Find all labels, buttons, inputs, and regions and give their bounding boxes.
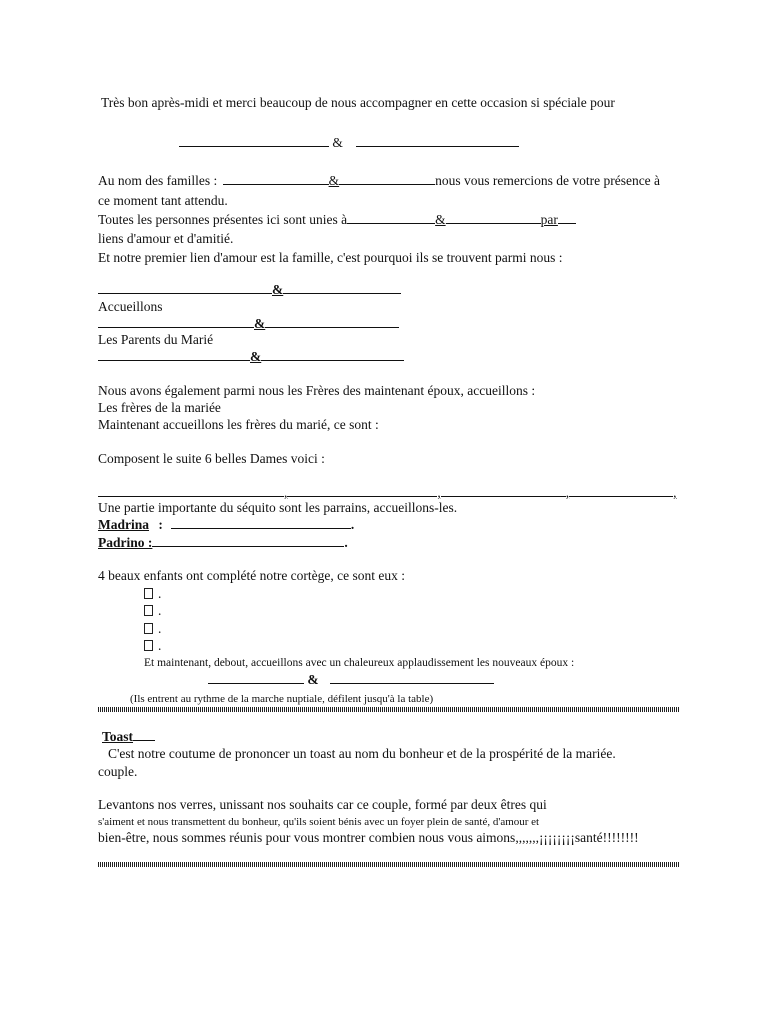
name-blank[interactable]: [98, 349, 250, 361]
padrino-label: Padrino :: [98, 535, 153, 550]
checkbox-icon: [144, 588, 153, 599]
child-item: .: [144, 603, 161, 619]
family-names-line-1: [98, 282, 401, 298]
ladies-names-line: [98, 485, 677, 501]
march-note: (Ils entrent au rythme de la marche nuptiale, défilent jusqu'à la table): [130, 693, 434, 705]
name-blank[interactable]: [265, 316, 399, 328]
name-blank[interactable]: [347, 212, 435, 224]
spouses-names-line: [208, 672, 494, 688]
children-intro: 4 beaux enfants ont complété notre cortège, ce sont eux :: [98, 568, 406, 583]
sequito-text: Une partie importante du séquito sont les parrains, accueillons-les.: [98, 500, 458, 515]
comma: ,: [565, 485, 570, 500]
name-blank[interactable]: [152, 535, 344, 547]
comma: ,: [437, 485, 441, 500]
name-blank[interactable]: [339, 173, 435, 185]
suite-intro: Composent le suite 6 belles Dames voici :: [98, 451, 325, 466]
ampersand: &: [307, 672, 319, 687]
raise-line-3: bien-être, nous sommes réunis pour vous montrer combien nous vous aimons,,,,,,,¡¡¡¡¡¡¡¡santé!!!!!!!!: [98, 830, 639, 845]
name-blank[interactable]: [283, 282, 401, 294]
name-blank[interactable]: [98, 485, 284, 497]
united-par: par: [540, 212, 558, 227]
madrina-sep: :: [158, 517, 163, 532]
period: .: [344, 535, 348, 550]
raise-line-2: s'aiment et nous transmettent du bonheur, qu'ils soient bénis avec un foyer plein de santé, d'amour et: [98, 816, 540, 828]
couple-names-line: [179, 135, 519, 151]
name-blank[interactable]: [446, 212, 541, 224]
period: .: [350, 517, 355, 532]
ampersand: &: [435, 212, 446, 227]
name-blank[interactable]: [330, 672, 494, 684]
child-item: .: [144, 621, 161, 637]
comma: ,: [284, 485, 288, 500]
name-blank[interactable]: [223, 173, 329, 185]
checkbox-icon: [144, 605, 153, 616]
divider: [98, 707, 679, 712]
name-blank[interactable]: [356, 135, 519, 147]
families-line: [98, 173, 660, 189]
name-blank[interactable]: [98, 316, 254, 328]
ampersand: &: [250, 349, 262, 364]
ampersand: &: [272, 282, 284, 297]
parents-marie-label: Les Parents du Marié: [98, 332, 214, 347]
ampersand: &: [328, 173, 340, 188]
accueillons-label: Accueillons: [98, 299, 163, 314]
united-prefix: Toutes les personnes présentes ici sont unies à: [98, 212, 348, 227]
name-blank[interactable]: [441, 485, 566, 497]
toast-line-2: couple.: [98, 764, 138, 779]
raise-line-1: Levantons nos verres, unissant nos souhaits car ce couple, formé par deux êtres qui: [98, 797, 547, 812]
united-line-2: liens d'amour et d'amitié.: [98, 231, 234, 246]
checkbox-icon: [144, 640, 153, 651]
madrina-label: Madrina: [98, 517, 150, 532]
child-item: .: [144, 586, 161, 602]
ampersand: &: [254, 316, 266, 331]
families-suffix: nous vous remercions de votre présence à: [435, 173, 661, 188]
padrino-line: [98, 535, 348, 551]
name-blank[interactable]: [179, 135, 329, 147]
name-blank[interactable]: [171, 517, 351, 529]
comma: ,: [673, 485, 677, 500]
checkbox-icon: [144, 623, 153, 634]
toast-title: Toast: [102, 729, 155, 745]
madrina-line: [98, 517, 354, 533]
brothers-intro: Nous avons également parmi nous les Frères des maintenant époux, accueillons :: [98, 383, 536, 398]
child-item: .: [144, 638, 161, 654]
name-blank[interactable]: [287, 485, 437, 497]
brothers-groom: Maintenant accueillons les frères du marié, ce sont :: [98, 417, 379, 432]
divider: [98, 862, 679, 867]
standing-text: Et maintenant, debout, accueillons avec un chaleureux applaudissement les nouveaux époux :: [144, 657, 575, 669]
brothers-bride: Les frères de la mariée: [98, 400, 221, 415]
toast-line-1: C'est notre coutume de prononcer un toast au nom du bonheur et de la prospérité de la mariée.: [108, 746, 616, 761]
intro-text: Très bon après-midi et merci beaucoup de nous accompagner en cette occasion si spéciale pour: [101, 95, 615, 110]
united-line: [98, 212, 576, 228]
families-line-2: ce moment tant attendu.: [98, 193, 228, 208]
name-blank[interactable]: [558, 212, 576, 224]
ampersand: &: [332, 135, 343, 150]
name-blank[interactable]: [261, 349, 404, 361]
name-blank[interactable]: [208, 672, 304, 684]
family-intro: Et notre premier lien d'amour est la famille, c'est pourquoi ils se trouvent parmi nous :: [98, 250, 563, 265]
name-blank[interactable]: [98, 282, 272, 294]
family-names-line-3: [98, 349, 404, 365]
families-prefix: Au nom des familles :: [98, 173, 218, 188]
family-names-line-2: [98, 316, 399, 332]
name-blank[interactable]: [569, 485, 673, 497]
